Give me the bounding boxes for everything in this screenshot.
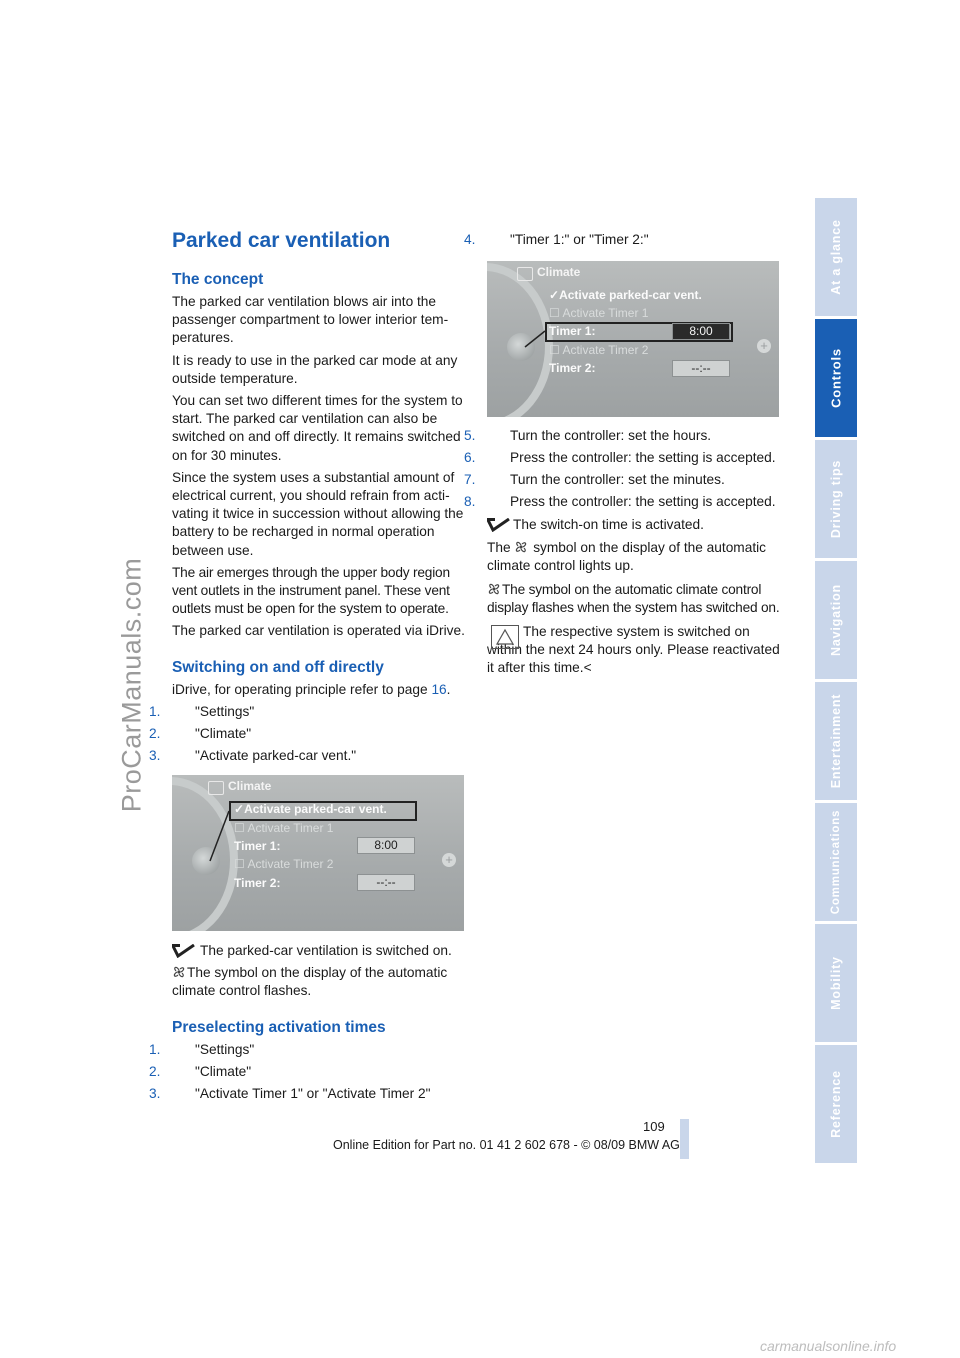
chapter-tabs — [815, 198, 857, 1166]
symbol-post: symbol on the display of the automatic climate control lights up. — [487, 540, 767, 574]
tab-driving-tips[interactable] — [815, 440, 857, 558]
menu-item-activate-timer1[interactable]: ☐ Activate Timer 1 — [549, 306, 649, 320]
note-text-wrap — [487, 623, 782, 678]
tab-label: Entertainment — [829, 693, 843, 789]
step-text: Turn the controller: set the hours. — [510, 428, 712, 443]
concept-paragraph: The parked car ventilation is operated via iDrive. — [172, 623, 465, 639]
tab-label: Driving tips — [829, 459, 843, 539]
left-lower — [149, 942, 467, 1103]
fan-icon — [487, 582, 502, 596]
menu-item-activate-timer2[interactable]: ☐ Activate Timer 2 — [549, 343, 649, 357]
tab-navigation[interactable] — [815, 561, 857, 679]
menu-item-activate-vent[interactable]: ✓Activate parked-car vent. — [234, 802, 387, 816]
tab-label: Reference — [829, 1070, 843, 1138]
idrive-screen-right — [487, 261, 779, 417]
fan-text: The symbol on the display of the automatic climate control flashes. — [172, 965, 448, 999]
idrive-screen-left — [172, 775, 464, 931]
tab-mobility[interactable] — [815, 924, 857, 1042]
step-text: "Activate parked-car vent." — [195, 747, 357, 763]
timer2-value: --:-- — [672, 360, 730, 377]
note-block — [487, 623, 782, 678]
menu-item-activate-timer2[interactable]: ☐ Activate Timer 2 — [234, 857, 334, 871]
right-top — [464, 231, 782, 249]
step-number: 3. — [149, 1085, 161, 1101]
menu-item-label: Activate parked-car vent. — [244, 802, 387, 816]
left-column — [149, 229, 467, 765]
preselect-heading: Preselecting activation times — [172, 1018, 386, 1036]
flash-line — [487, 581, 782, 617]
tab-label: Controls — [828, 348, 844, 408]
symbol-pre: The — [487, 540, 515, 556]
tab-entertainment[interactable] — [815, 682, 857, 800]
check-icon — [487, 518, 511, 532]
plus-icon: + — [442, 853, 456, 867]
step-number: 2. — [149, 1063, 161, 1079]
tab-reference[interactable] — [815, 1045, 857, 1163]
note-text: The respective system is switched on within the next 24 hours only. Please reactivated it after this time. — [487, 624, 780, 676]
list-item — [464, 427, 782, 445]
menu-item-timer2[interactable]: Timer 2: — [234, 876, 281, 890]
step-number: 6. — [464, 450, 476, 465]
step-number: 7. — [464, 472, 476, 487]
direct-intro-end: . — [446, 681, 451, 697]
watermark-vertical — [112, 520, 152, 850]
timer1-value: 8:00 — [672, 323, 730, 340]
concept-paragraph: You can set two different times for the system to start. The parked car ventilation can also be switched on and off directly. It remains switched on for 30 minutes. — [172, 393, 463, 463]
menu-item-activate-timer1[interactable]: ☐ Activate Timer 1 — [234, 821, 334, 835]
menu-item-label: Activate parked-car vent. — [559, 288, 702, 302]
switched-on-text: The parked-car ventilation is switched on. — [200, 943, 452, 958]
step-text: "Activate Timer 1" or "Activate Timer 2" — [195, 1085, 431, 1101]
concept-heading: The concept — [172, 271, 264, 288]
tab-controls[interactable] — [815, 319, 857, 437]
list-item — [149, 747, 467, 765]
menu-item-label: Activate Timer 1 — [247, 821, 334, 835]
footer-bar — [680, 1119, 689, 1159]
step-number: 1. — [149, 1041, 161, 1057]
list-item — [464, 471, 782, 489]
bottom-watermark: carmanualsonline.info — [760, 1338, 897, 1354]
list-item — [149, 1085, 467, 1103]
step-number: 8. — [464, 494, 476, 509]
step-number: 4. — [464, 232, 476, 247]
menu-item-timer1[interactable]: Timer 1: — [549, 324, 596, 338]
step-number: 2. — [149, 725, 161, 741]
switched-on-line — [172, 942, 467, 960]
concept-paragraph: The parked car ventilation blows air into the passenger compartment to lower interior tem-peratures. — [172, 294, 449, 346]
direct-heading: Switching on and off directly — [172, 658, 384, 676]
concept-paragraph: It is ready to use in the parked car mode at any outside temperature. — [172, 352, 458, 386]
list-item — [464, 493, 782, 511]
fan-icon — [172, 965, 187, 979]
page-number: 109 — [643, 1119, 665, 1134]
edition-line: Online Edition for Part no. 01 41 2 602 678 - © 08/09 BMW AG — [333, 1138, 680, 1152]
note-triangle-icon — [491, 625, 519, 649]
direct-intro-text: iDrive, for operating principle refer to page — [172, 681, 432, 697]
menu-item-label: Activate Timer 2 — [247, 857, 334, 871]
step-text: "Climate" — [195, 725, 252, 741]
activated-text: The switch-on time is activated. — [513, 517, 704, 532]
step-number: 1. — [149, 703, 161, 719]
tab-label: Communications — [830, 809, 842, 915]
callout-line — [172, 775, 464, 931]
step-number: 3. — [149, 747, 161, 763]
menu-item-timer2[interactable]: Timer 2: — [549, 361, 596, 375]
tab-label: Navigation — [829, 584, 843, 656]
plus-icon: + — [757, 339, 771, 353]
direct-intro — [172, 681, 467, 699]
screen-title: Climate — [537, 265, 581, 279]
concept-paragraph: Since the system uses a substantial amount of electrical current, you should refrain from acti-vating it twice in succession without allowing the battery to be recharged in normal operation between use. — [172, 469, 464, 558]
tab-label: Mobility — [829, 956, 843, 1010]
step-text: Turn the controller: set the minutes. — [510, 472, 725, 487]
right-lower — [464, 427, 782, 678]
fan-icon — [514, 540, 529, 554]
check-icon — [172, 944, 196, 958]
timer1-value: 8:00 — [357, 837, 415, 854]
page-title: Parked car ventilation — [172, 229, 391, 252]
screen-title: Climate — [228, 779, 272, 793]
list-item — [464, 231, 782, 249]
fan-line — [172, 964, 467, 1000]
step-text: Press the controller: the setting is accepted. — [510, 494, 776, 509]
step-number: 5. — [464, 428, 476, 443]
callout-line — [487, 261, 779, 417]
step-text: "Settings" — [195, 703, 255, 719]
tab-communications[interactable] — [815, 803, 857, 921]
step-text: "Climate" — [195, 1063, 252, 1079]
list-item — [149, 703, 467, 721]
tab-at-a-glance[interactable] — [815, 198, 857, 316]
step-text: "Timer 1:" or "Timer 2:" — [510, 232, 649, 247]
activated-line — [487, 516, 782, 534]
menu-item-label: Activate Timer 1 — [562, 306, 649, 320]
watermark-text: ProCarManuals.com — [116, 557, 147, 813]
menu-item-timer1[interactable]: Timer 1: — [234, 839, 281, 853]
concept-paragraph: The air emerges through the upper body region vent outlets in the instrument panel. These vent outlets must be open for the system to operate. — [172, 564, 450, 617]
list-item — [149, 725, 467, 743]
timer2-value: --:-- — [357, 874, 415, 891]
tab-label: At a glance — [829, 219, 843, 295]
menu-item-activate-vent[interactable]: ✓Activate parked-car vent. — [549, 288, 702, 302]
menu-item-label: Activate Timer 2 — [562, 343, 649, 357]
step-text: "Settings" — [195, 1041, 255, 1057]
list-item — [464, 449, 782, 467]
flash-text: The symbol on the automatic climate control display flashes when the system has switched on. — [487, 581, 780, 615]
symbol-line — [487, 539, 782, 575]
step-text: Press the controller: the setting is accepted. — [510, 450, 776, 465]
page-reference-link[interactable]: 16 — [431, 681, 447, 697]
note-end-mark: < — [583, 660, 592, 676]
list-item — [149, 1063, 467, 1081]
list-item — [149, 1041, 467, 1059]
